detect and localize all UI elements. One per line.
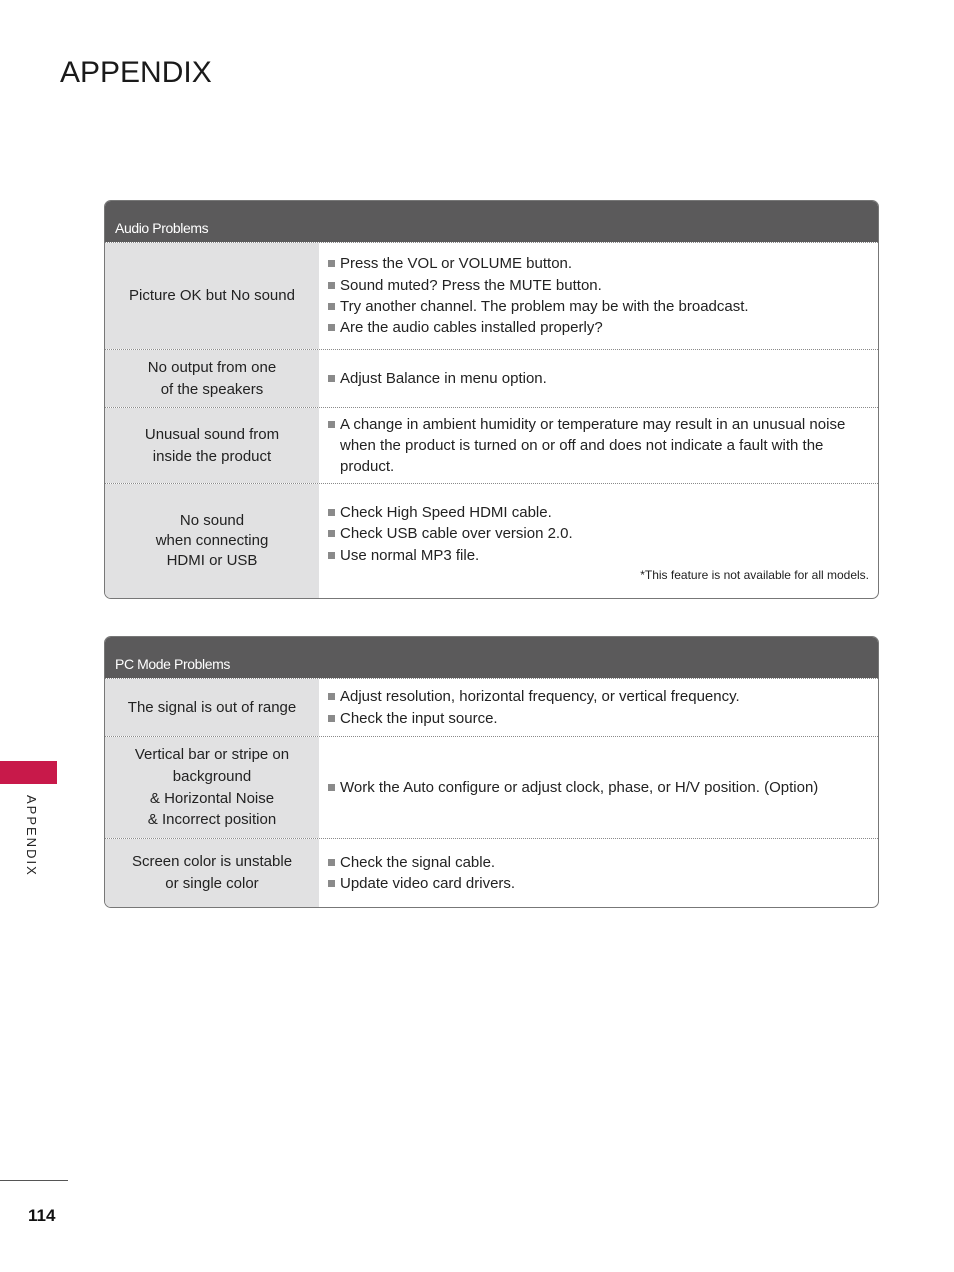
problem-text: Screen color is unstable bbox=[131, 853, 293, 871]
solution-cell bbox=[319, 350, 878, 407]
problem-cell bbox=[105, 839, 319, 907]
page-number: 114 bbox=[28, 1206, 56, 1225]
solution-item: Check the input source. bbox=[327, 708, 868, 729]
table-row bbox=[105, 736, 878, 838]
section-tab-marker bbox=[0, 761, 57, 784]
solution-cell bbox=[319, 408, 878, 483]
problem-text: The signal is out of range bbox=[127, 698, 297, 716]
solution-item: Sound muted? Press the MUTE button. bbox=[327, 275, 868, 296]
problem-text: No sound bbox=[179, 511, 245, 529]
solution-item: Check High Speed HDMI cable. bbox=[327, 502, 868, 523]
problem-cell bbox=[105, 484, 319, 598]
problem-cell bbox=[105, 350, 319, 407]
solution-item: Work the Auto configure or adjust clock, phase, or H/V position. (Option) bbox=[327, 777, 868, 798]
pc-mode-problems-table bbox=[104, 636, 879, 908]
solution-cell bbox=[319, 839, 878, 907]
problem-text: No output from one bbox=[147, 358, 277, 376]
table-row bbox=[105, 483, 878, 598]
solution-cell bbox=[319, 484, 878, 598]
problem-text: Picture OK but No sound bbox=[129, 287, 295, 305]
solution-item: Are the audio cables installed properly? bbox=[327, 317, 868, 338]
problem-cell bbox=[105, 243, 319, 349]
problem-cell bbox=[105, 679, 319, 736]
table-row bbox=[105, 242, 878, 349]
table-row bbox=[105, 678, 878, 736]
page-title: APPENDIX bbox=[60, 56, 212, 89]
problem-text: inside the product bbox=[152, 447, 272, 465]
problem-text: Vertical bar or stripe on background bbox=[134, 746, 290, 785]
solution-item: Update video card drivers. bbox=[327, 873, 868, 894]
table-row bbox=[105, 349, 878, 407]
table-row bbox=[105, 407, 878, 483]
problem-text: HDMI or USB bbox=[166, 552, 258, 570]
solution-item: A change in ambient humidity or temperature may result in an unusual noise when the product is turned on or off and does not indicate a fault with the product. bbox=[327, 414, 868, 478]
problem-text: of the speakers bbox=[160, 380, 264, 398]
audio-problems-table bbox=[104, 200, 879, 599]
problem-text: & Horizontal Noise bbox=[149, 789, 275, 807]
problem-text: & Incorrect position bbox=[147, 811, 277, 829]
problem-cell bbox=[105, 408, 319, 483]
pc-mode-problems-header: PC Mode Problems bbox=[105, 637, 878, 678]
solution-item: Adjust resolution, horizontal frequency, or vertical frequency. bbox=[327, 686, 868, 707]
availability-note: *This feature is not available for all models. bbox=[640, 568, 869, 582]
section-side-label: APPENDIX bbox=[24, 795, 39, 877]
solution-item: Press the VOL or VOLUME button. bbox=[327, 253, 868, 274]
solution-cell bbox=[319, 679, 878, 736]
problem-cell bbox=[105, 737, 319, 838]
solution-cell bbox=[319, 243, 878, 349]
problem-text: Unusual sound from bbox=[144, 425, 280, 443]
solution-item: Adjust Balance in menu option. bbox=[327, 368, 868, 389]
solution-item: Check USB cable over version 2.0. bbox=[327, 523, 868, 544]
solution-item: Check the signal cable. bbox=[327, 852, 868, 873]
table-row bbox=[105, 838, 878, 907]
audio-problems-header: Audio Problems bbox=[105, 201, 878, 242]
solution-cell bbox=[319, 737, 878, 838]
solution-item: Try another channel. The problem may be with the broadcast. bbox=[327, 296, 868, 317]
solution-item: Use normal MP3 file. bbox=[327, 545, 868, 566]
page-number-rule bbox=[0, 1180, 68, 1181]
problem-text: or single color bbox=[165, 875, 259, 892]
problem-text: when connecting bbox=[155, 531, 269, 549]
